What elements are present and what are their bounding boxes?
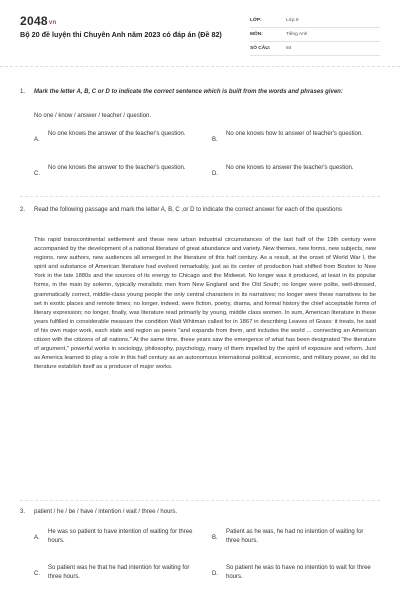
logo-text: 2048 (20, 14, 48, 28)
document-title: Bộ 20 đề luyện thi Chuyên Anh năm 2023 có đáp án (Đề 82) (20, 30, 222, 39)
question-3 (20, 508, 380, 598)
meta-row-subject (250, 28, 380, 42)
meta-key: MÔN: (250, 32, 263, 37)
option-letter: B. (212, 535, 218, 541)
meta-info (250, 14, 380, 56)
reading-passage: This rapid transcontinental settlement and these new urban industrial circumstances of the last half of the 19th century were accompanied by the development of a national literature of great abundance and variety. New themes, new forms, new subjects, new regions, new authors, new audiences all emerged in the literature of this half century. As a result, at the onset of World War I, the spirit and substance of American literature had evolved remarkably, just as its center of production had shifted from Boston to New York in the late 1880s and the sources of its energy to Chicago and the Midwest. No longer was it produced, at least in its popular forms, in the main by solemn, typically moralistic men from New England and the Old South; no longer were polite, well-dressed, grammatically correct, middle-class young people the only central characters in its narratives; no longer were these narratives to be set in exotic places and remote times; no longer, indeed, were fiction, poetry, drama, and formal history the chief acceptable forms of literary expression; no longer, finally, was literature read primarily by young, middle class women. In sum, American literature in these years fulfilled in considerable measure the condition Walt Whitman called for in 1867 in describing Leaves of Grass: it treats, he said of his own major work, each state and region as peers "and expands from them, and includes the world ... connecting an American citizen with the citizens of all nations." At the same time, these years saw the emergence of what has been designated "the literature of argument," powerful works in sociology, philosophy, psychology, many of them impelled by the spirit of exposure and reform. Just as America learned to play a role in this half century as an autonomous international political, economic, and military power, so did its literature establish itself as a producer of major works. (34, 237, 376, 371)
meta-value: Lớp 9 (286, 18, 299, 23)
meta-row-count (250, 42, 380, 56)
header-divider (0, 66, 400, 67)
question-number: 1. (20, 89, 26, 95)
option-letter: A. (34, 535, 40, 541)
option-letter: C. (34, 571, 40, 577)
question-2 (20, 206, 380, 500)
option-letter: D. (212, 171, 218, 177)
meta-key: LỚP: (250, 18, 262, 23)
question-instruction: Mark the letter A, B, C or D to indicate the correct sentence which is built from the words and phrases given: (34, 89, 343, 95)
meta-value: 84 (286, 46, 292, 51)
logo-suffix: vn (48, 20, 57, 26)
meta-key: SỐ CÂU: (250, 46, 271, 51)
option-text: So patient was he that he had intention for waiting for three hours. (48, 565, 190, 580)
option-text: No one knows to answer the teacher's question. (226, 165, 354, 171)
option-text: Patient as he was, he had no intention of waiting for three hours. (226, 529, 364, 544)
option-letter: C. (34, 171, 40, 177)
question-number: 3. (20, 509, 26, 515)
option-text: No one knows the answer of the teacher's question. (48, 131, 186, 137)
option-letter: D. (212, 571, 218, 577)
option-letter: B. (212, 137, 218, 143)
option-letter: A. (34, 137, 40, 143)
page-header (0, 0, 400, 68)
option-text: He was so patient to have intention of waiting for three hours. (48, 529, 193, 544)
option-text: No one knows the answer to the teacher's question. (48, 165, 186, 171)
question-divider (20, 196, 380, 197)
site-logo[interactable] (20, 14, 57, 28)
question-number: 2. (20, 207, 26, 213)
meta-value: Tiếng Anh (286, 32, 308, 37)
question-instruction: Read the following passage and mark the letter A, B, C ,or D to indicate the correct answer for each of the questions (34, 207, 342, 213)
option-text: So patient he was to have no intention to wait for three hours. (226, 565, 371, 580)
question-prompt: patient / he / be / have / intention / wait / three / hours. (34, 509, 178, 515)
option-text: No one knows how to answer of teacher's question. (226, 131, 363, 137)
question-prompt: No one / know / answer / teacher / question. (34, 113, 152, 119)
question-1 (20, 88, 380, 198)
question-divider (20, 500, 380, 501)
meta-row-class (250, 14, 380, 28)
